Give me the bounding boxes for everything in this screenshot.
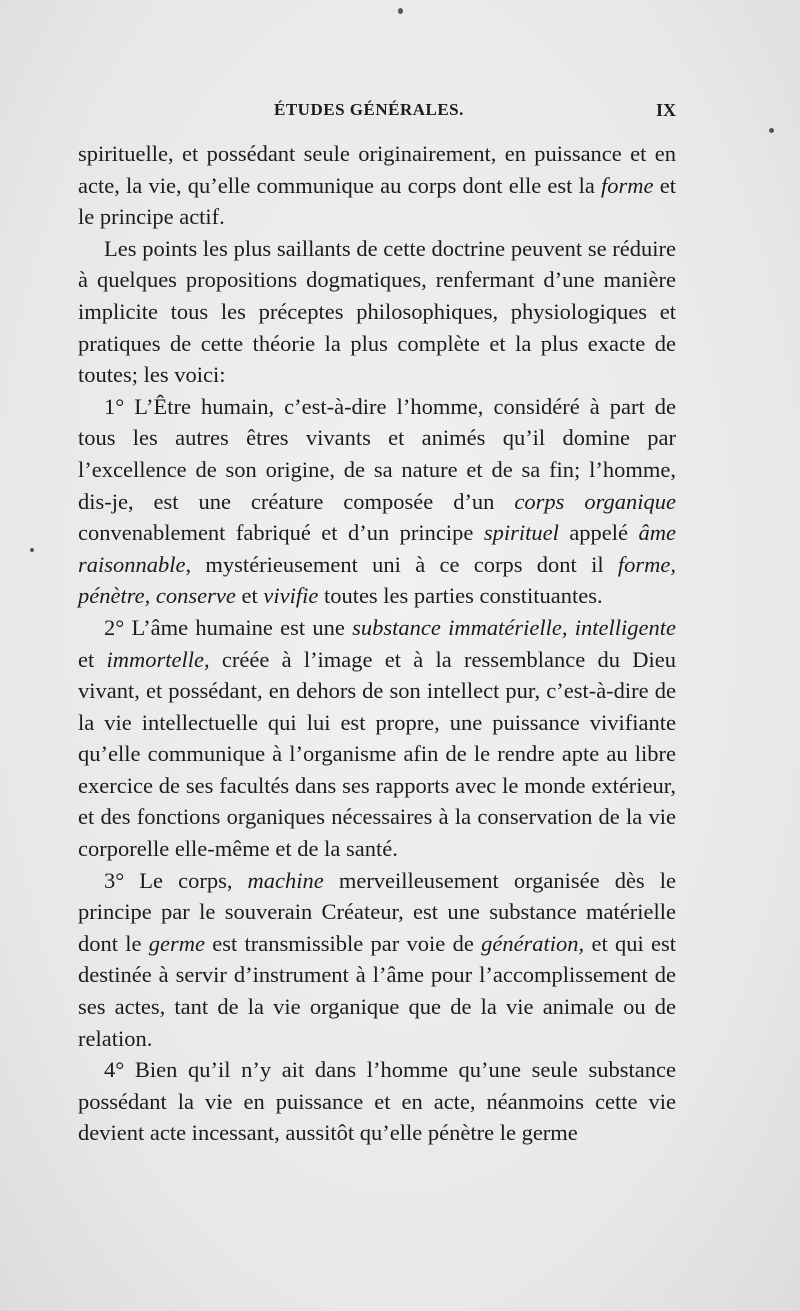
emphasis: vivifie — [263, 583, 319, 609]
emphasis: génération, — [481, 930, 585, 956]
ink-speck — [398, 8, 403, 14]
emphasis: forme, pénètre, conserve — [78, 551, 676, 609]
paragraph: 4° Bien qu’il n’y ait dans l’homme qu’une seule substance possédant la vie en puissance et en acte, néanmoins cette vie devient acte incessant, aussitôt qu’elle pénètre le germe — [78, 1057, 676, 1146]
emphasis: substance immatérielle, intelligente — [352, 614, 676, 640]
emphasis: germe — [148, 930, 206, 956]
paragraph: 1° L’Être humain, c’est-à-dire l’homme, considéré à part de tous les autres êtres vivants et animés qu’il domine par l’excellence de son origine, de sa nature et de sa fin; l’homme, dis-je, est une créature composée d’un corps organique convenablement fabriqué et d’un principe spirituel appelé âme raisonnable, mystérieusement uni à ce corps dont il forme, pénètre, conserve et vivifie toutes les parties constituantes. — [78, 393, 676, 609]
emphasis: corps organique — [514, 488, 676, 514]
body-text — [78, 138, 676, 1149]
emphasis: immortelle, — [106, 646, 210, 672]
emphasis: machine — [247, 867, 324, 893]
paragraph: 3° Le corps, machine merveilleusement organisée dès le principe par le souverain Créateur, est une substance matérielle dont le germe est transmissible par voie de génération, et qui est destinée à servir d’instrument à l’âme pour l’accomplissement de ses actes, tant de la vie organique que de la vie animale ou de relation. — [78, 867, 676, 1051]
page-header — [78, 100, 676, 128]
ink-speck — [30, 548, 34, 552]
page-number: IX — [655, 100, 676, 120]
emphasis: spirituel — [483, 520, 559, 546]
emphasis: âme raisonnable — [78, 520, 676, 577]
ink-speck — [769, 128, 774, 133]
paragraph: 2° L’âme humaine est une substance immatérielle, intelligente et immortelle, créée à l’image et à la ressemblance du Dieu vivant, et possédant, en dehors de son intellect pur, c’est-à-dire de la vie intellectuelle qui lui est propre, une puissance vivifiante qu’elle communique à l’organisme afin de le rendre apte au libre exercice de ses facultés dans ses rapports avec le monde extérieur, et des fonctions organiques nécessaires à la conservation de la vie corporelle elle-même et de la santé. — [78, 614, 676, 862]
emphasis: forme — [601, 172, 654, 198]
paragraph: Les points les plus saillants de cette doctrine peuvent se réduire à quelques propositions dogmatiques, renfermant d’une manière implicite tous les préceptes philosophiques, physiologiques et pratiques de cette théorie la plus complète et la plus exacte de toutes; les voici: — [78, 235, 676, 388]
paragraph: spirituelle, et possédant seule originairement, en puissance et en acte, la vie, qu’elle communique au corps dont elle est la forme et le principe actif. — [78, 141, 676, 230]
running-title: ÉTUDES GÉNÉRALES. — [274, 100, 464, 119]
